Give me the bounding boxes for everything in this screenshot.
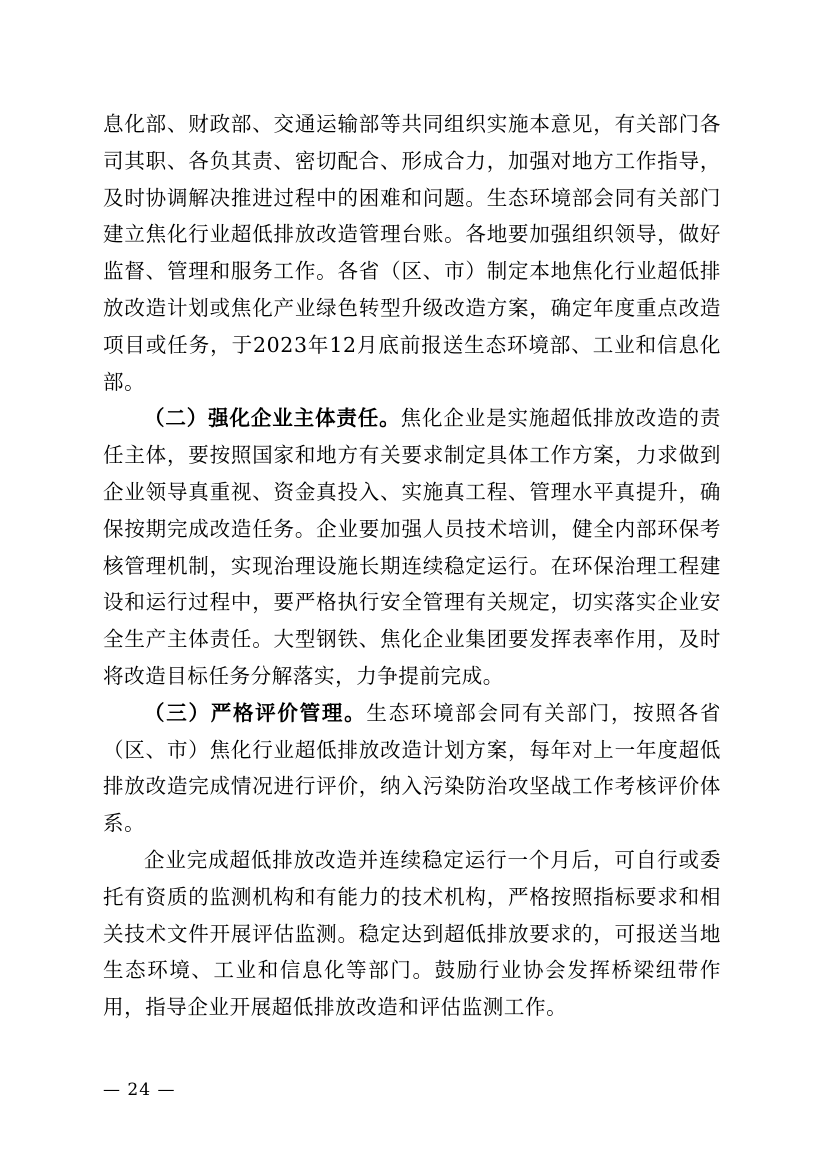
section-heading: （二）强化企业主体责任。 [144,406,401,431]
paragraph-text: 生态环境部会同有关部门，按照各省（区、市）焦化行业超低排放改造计划方案，每年对上一年度超低排放改造完成情况进行评价，纳入污染防治攻坚战工作考核评价体系。 [103,700,721,836]
paragraph-enterprise-responsibility [103,400,721,694]
paragraph-continuation [103,106,721,400]
page-number: — 24 — [103,1080,176,1100]
section-heading: （三）严格评价管理。 [144,700,367,725]
paragraph-text: 企业完成超低排放改造并连续稳定运行一个月后，可自行或委托有资质的监测机构和有能力的技术机构，严格按照指标要求和相关技术文件开展评估监测。稳定达到超低排放要求的，可报送当地生态环境、工业和信息化等部门。鼓励行业协会发挥桥梁纽带作用，指导企业开展超低排放改造和评估监测工作。 [103,847,721,1020]
paragraph-monitoring [103,842,721,1026]
paragraph-evaluation-management [103,695,721,842]
document-body [103,106,721,1026]
paragraph-text: 焦化企业是实施超低排放改造的责任主体，要按照国家和地方有关要求制定具体工作方案，力求做到企业领导真重视、资金真投入、实施真工程、管理水平真提升，确保按期完成改造任务。企业要加强人员技术培训，健全内部环保考核管理机制，实现治理设施长期连续稳定运行。在环保治理工程建设和运行过程中，要严格执行安全管理有关规定，切实落实企业安全生产主体责任。大型钢铁、焦化企业集团要发挥表率作用，及时将改造目标任务分解落实，力争提前完成。 [103,406,722,688]
paragraph-text: 息化部、财政部、交通运输部等共同组织实施本意见，有关部门各司其职、各负其责、密切配合、形成合力，加强对地方工作指导，及时协调解决推进过程中的困难和问题。生态环境部会同有关部门建立焦化行业超低排放改造管理台账。各地要加强组织领导，做好监督、管理和服务工作。各省（区、市）制定本地焦化行业超低排放改造计划或焦化产业绿色转型升级改造方案，确定年度重点改造项目或任务，于2023年12月底前报送生态环境部、工业和信息化部。 [103,112,721,394]
